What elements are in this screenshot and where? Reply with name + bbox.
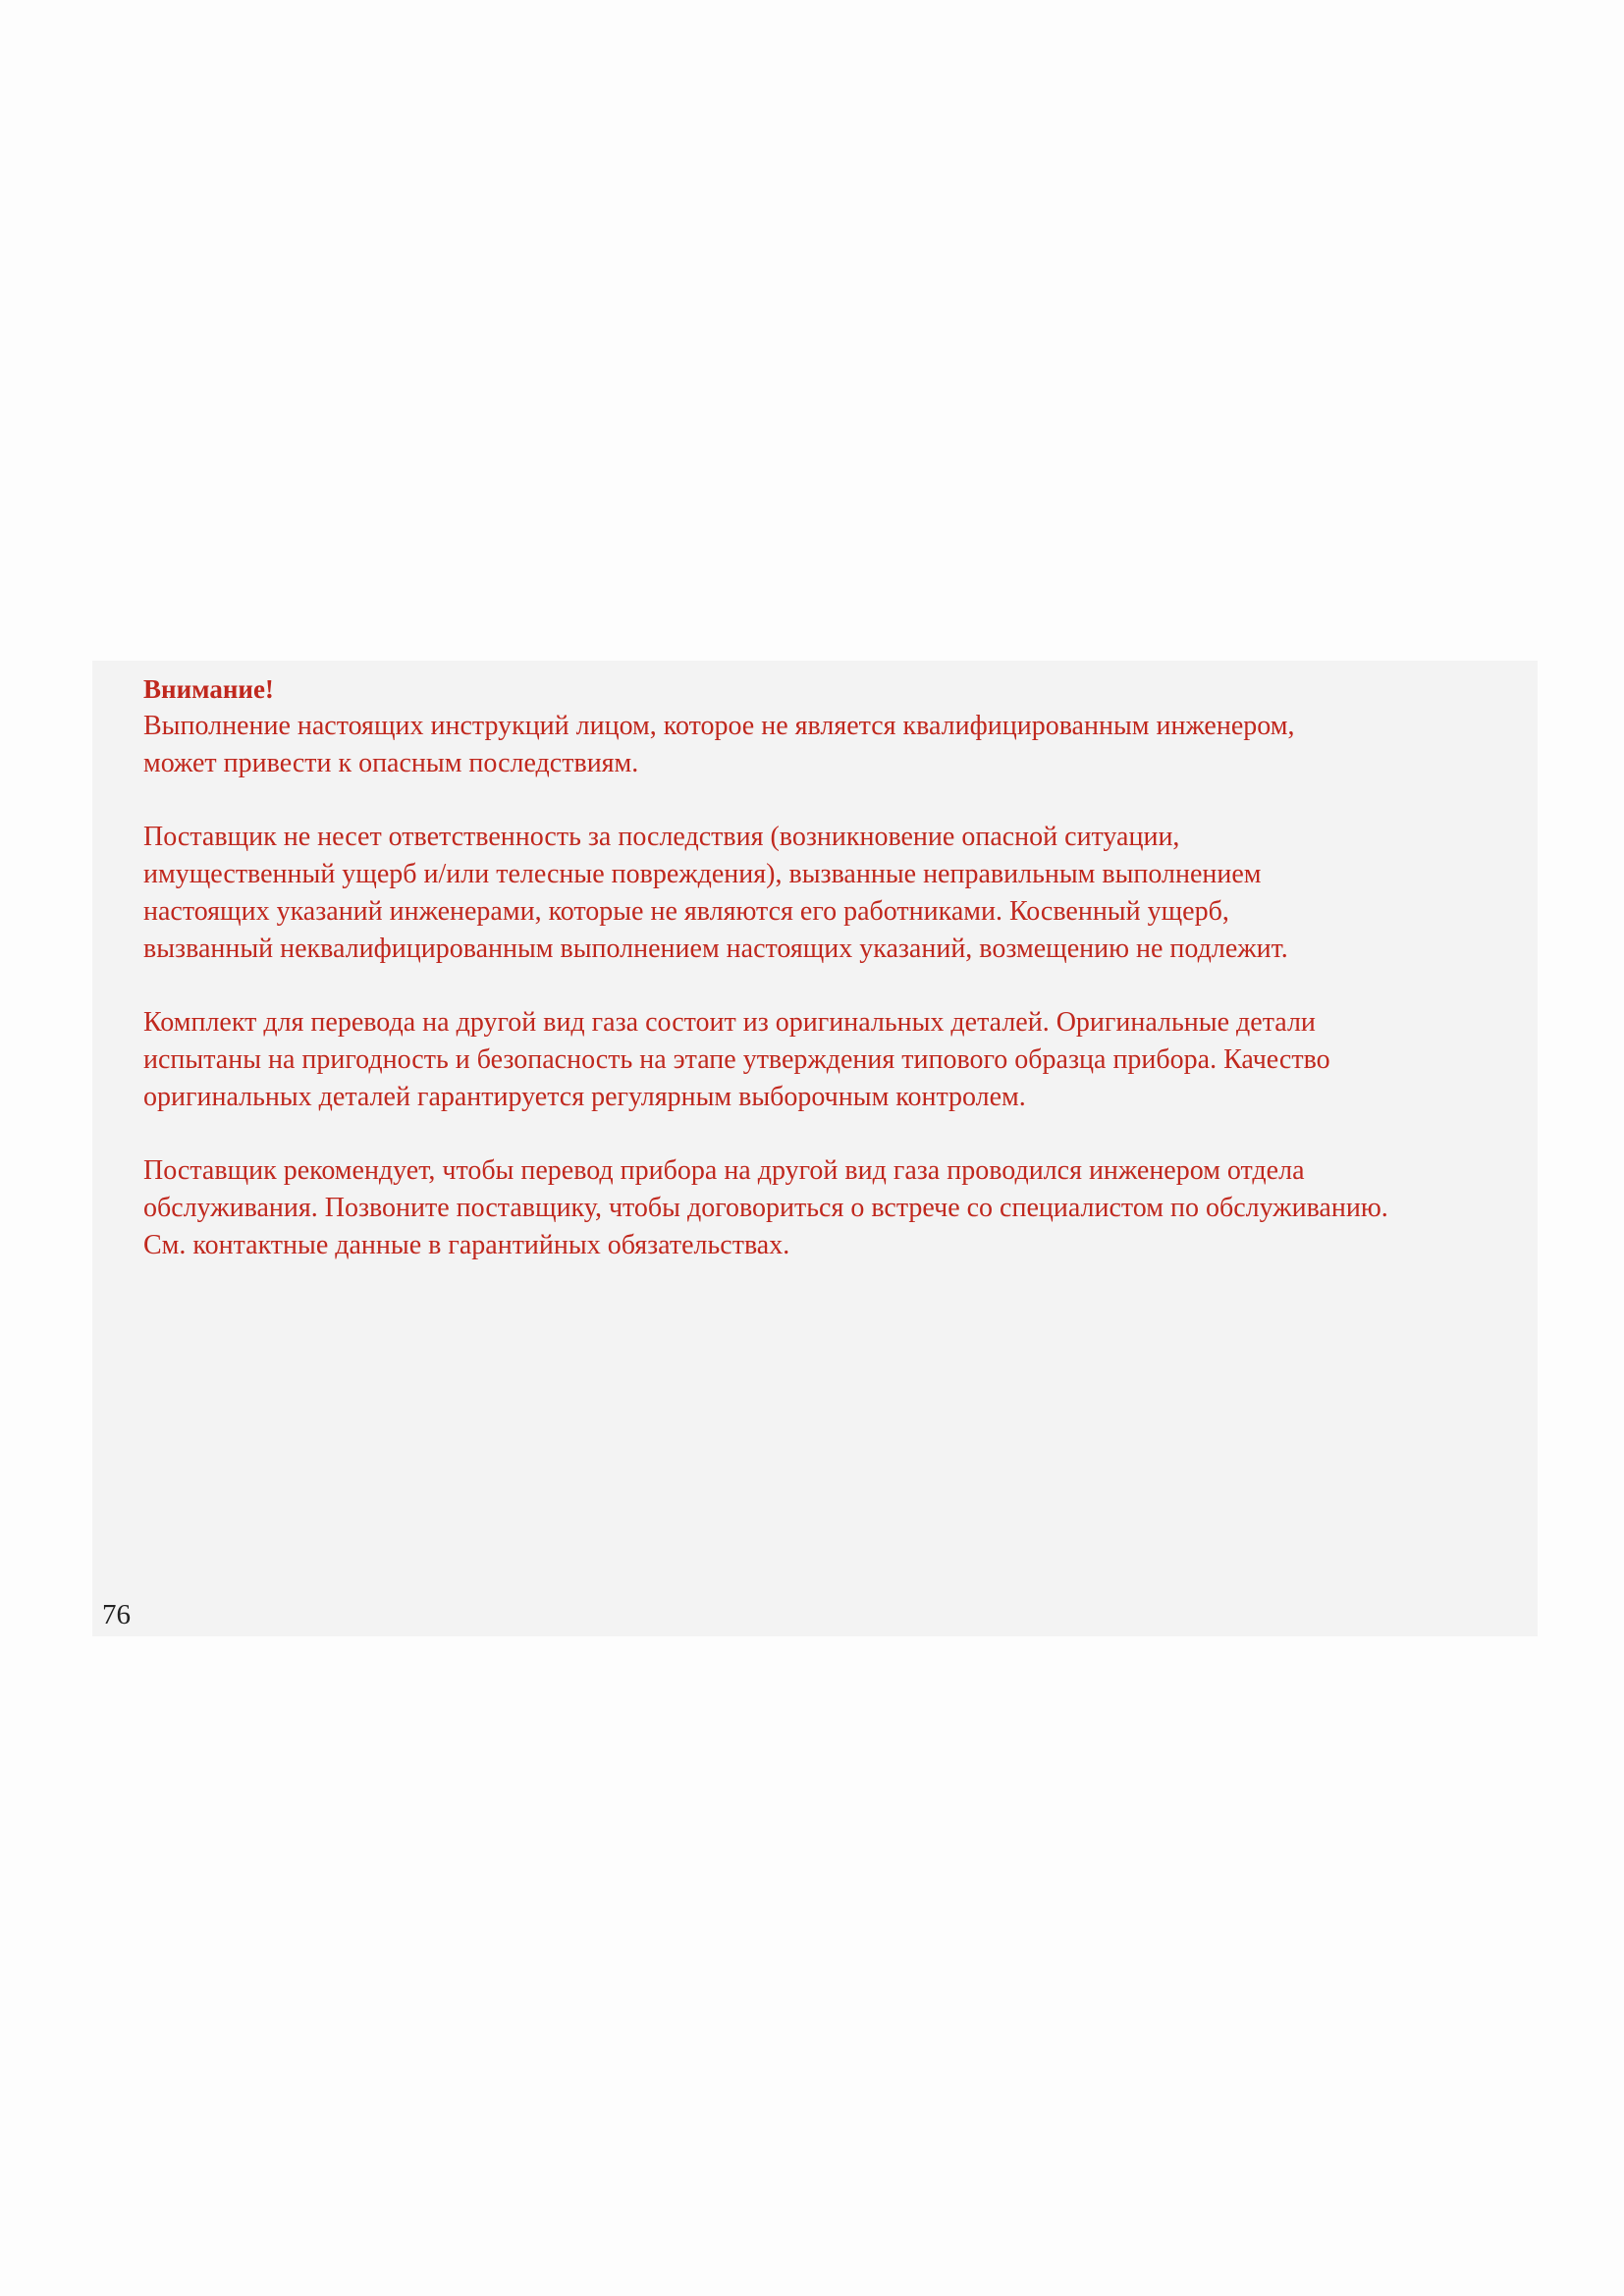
warning-paragraph-4 bbox=[143, 1152, 1518, 1264]
paragraph-line: оригинальных деталей гарантируется регулярным выборочным контролем. bbox=[143, 1082, 1026, 1112]
page-number: 76 bbox=[102, 1599, 131, 1630]
paragraph-line: имущественный ущерб и/или телесные повреждения), вызванные неправильным выполнением bbox=[143, 859, 1262, 889]
paragraph-line: настоящих указаний инженерами, которые не являются его работниками. Косвенный ущерб, bbox=[143, 896, 1229, 927]
paragraph-line: Комплект для перевода на другой вид газа состоит из оригинальных деталей. Оригинальные детали bbox=[143, 1007, 1316, 1038]
paragraph-line: может привести к опасным последствиям. bbox=[143, 748, 639, 778]
warning-paragraph-3 bbox=[143, 1004, 1518, 1116]
paragraph-line: вызванный неквалифицированным выполнением настоящих указаний, возмещению не подлежит. bbox=[143, 934, 1288, 964]
paragraph-line: Поставщик не несет ответственность за последствия (возникновение опасной ситуации, bbox=[143, 822, 1180, 852]
warning-content bbox=[143, 670, 1518, 1301]
paragraph-line: Выполнение настоящих инструкций лицом, которое не является квалифицированным инженером, bbox=[143, 711, 1295, 741]
paragraph-line: Поставщик рекомендует, чтобы перевод прибора на другой вид газа проводился инженером отдела bbox=[143, 1155, 1305, 1186]
paragraph-line: обслуживания. Позвоните поставщику, чтобы договориться о встрече со специалистом по обслуживанию. bbox=[143, 1193, 1388, 1223]
warning-paragraph-1 bbox=[143, 708, 1518, 782]
paragraph-line: испытаны на пригодность и безопасность на этапе утверждения типового образца прибора. Качество bbox=[143, 1044, 1330, 1075]
warning-panel bbox=[92, 661, 1538, 1636]
warning-paragraph-2 bbox=[143, 819, 1518, 968]
paragraph-line: См. контактные данные в гарантийных обязательствах. bbox=[143, 1230, 790, 1260]
warning-heading: Внимание! bbox=[143, 674, 274, 704]
